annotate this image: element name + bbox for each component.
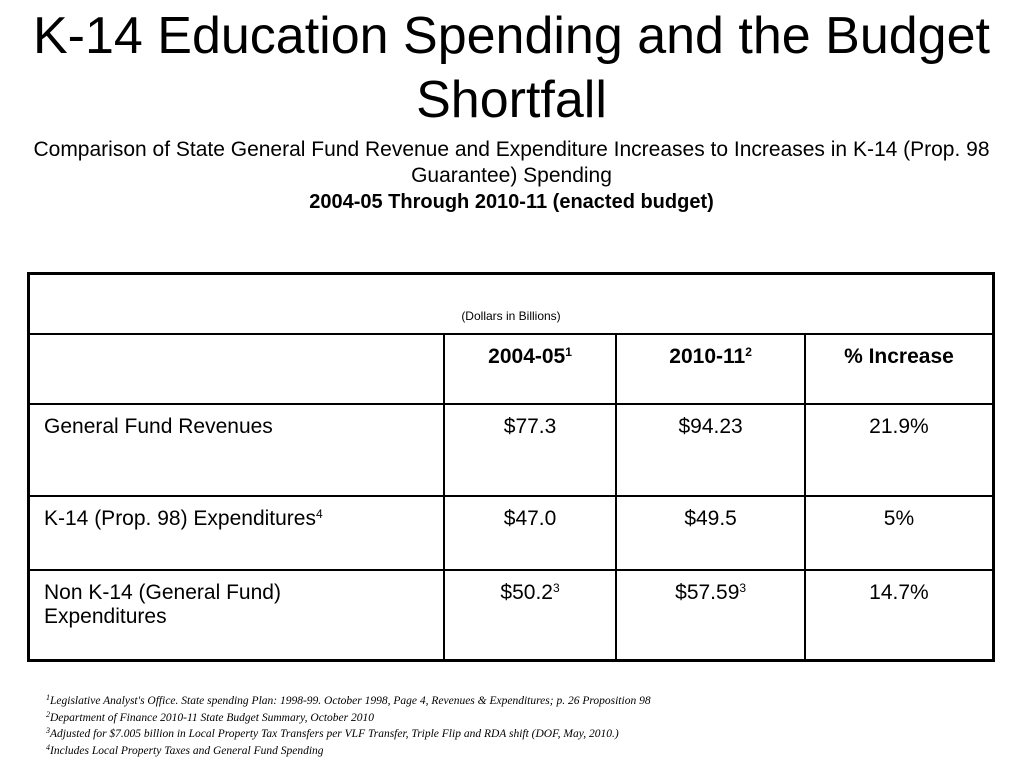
header-blank bbox=[29, 334, 444, 404]
period-label: 2004-05 Through 2010-11 (enacted budget) bbox=[309, 191, 714, 213]
value-text: $50.2 bbox=[500, 580, 553, 604]
value-2004-05 bbox=[444, 404, 617, 496]
footnote-mark: 2 bbox=[46, 709, 50, 719]
footnote-mark: 3 bbox=[552, 580, 560, 595]
row-label bbox=[29, 404, 444, 496]
footnote-mark: 1 bbox=[46, 693, 50, 702]
footnote-text: Legislative Analyst's Office. State spending Plan: 1998-99. October 1998, Page 4, Revenues & Expenditures; p. 26 Proposition 98 bbox=[50, 695, 651, 707]
value-2004-05 bbox=[444, 570, 617, 661]
footnotes bbox=[46, 693, 806, 759]
value-text: $47.0 bbox=[503, 506, 557, 530]
footnote bbox=[46, 710, 806, 727]
header-label: 2004-05 bbox=[488, 344, 566, 368]
units-row bbox=[29, 274, 994, 334]
row-label-text: General Fund Revenues bbox=[44, 414, 273, 438]
value-2004-05 bbox=[444, 496, 617, 570]
value-2010-11 bbox=[616, 404, 805, 496]
value-text: $94.23 bbox=[678, 414, 743, 438]
table-row bbox=[29, 570, 994, 661]
value-2010-11 bbox=[616, 570, 805, 661]
table-row bbox=[29, 404, 994, 496]
row-label-text: Non K-14 (General Fund) Expenditures bbox=[44, 580, 281, 628]
footnote-mark: 4 bbox=[46, 742, 50, 752]
footnote bbox=[46, 743, 806, 760]
footnote bbox=[46, 726, 806, 743]
value-pct-increase: 5% bbox=[805, 496, 994, 570]
units-label: (Dollars in Billions) bbox=[29, 274, 994, 334]
page-title: K-14 Education Spending and the Budget Shortfall bbox=[33, 7, 990, 129]
header-footnote-mark: 1 bbox=[565, 344, 572, 359]
value-text: $57.59 bbox=[675, 580, 740, 604]
page-subtitle: Comparison of State General Fund Revenue and Expenditure Increases to Increases in K-14 (Prop. 98 Guarantee) Spending bbox=[33, 138, 990, 187]
row-label-text: K-14 (Prop. 98) Expenditures bbox=[44, 506, 316, 530]
header-2010-11 bbox=[616, 334, 805, 404]
spending-table bbox=[27, 272, 995, 662]
footnote-mark: 3 bbox=[46, 726, 50, 735]
header-label: 2010-11 bbox=[669, 344, 746, 368]
header-footnote-mark: 2 bbox=[745, 344, 752, 359]
value-text: $77.3 bbox=[503, 414, 557, 438]
footnote-text: Department of Finance 2010-11 State Budget Summary, October 2010 bbox=[50, 711, 374, 724]
footnote-mark: 3 bbox=[739, 580, 747, 595]
row-label bbox=[29, 496, 444, 570]
value-2010-11 bbox=[616, 496, 805, 570]
table-row bbox=[29, 496, 994, 570]
header-pct-increase bbox=[805, 334, 994, 404]
footnote-text: Adjusted for $7.005 billion in Local Property Tax Transfers per VLF Transfer, Triple Flip and RDA shift (DOF, May, 2010.) bbox=[50, 728, 619, 740]
footnote bbox=[46, 693, 806, 710]
value-pct-increase: 21.9% bbox=[805, 404, 994, 496]
value-pct-increase: 14.7% bbox=[805, 570, 994, 661]
footnote-mark: 4 bbox=[315, 506, 323, 521]
row-label bbox=[29, 570, 444, 661]
value-text: $49.5 bbox=[684, 506, 737, 530]
footnote-text: Includes Local Property Taxes and General Fund Spending bbox=[50, 744, 324, 757]
header-label: % Increase bbox=[844, 344, 954, 368]
header-2004-05 bbox=[444, 334, 617, 404]
header-row bbox=[29, 334, 994, 404]
